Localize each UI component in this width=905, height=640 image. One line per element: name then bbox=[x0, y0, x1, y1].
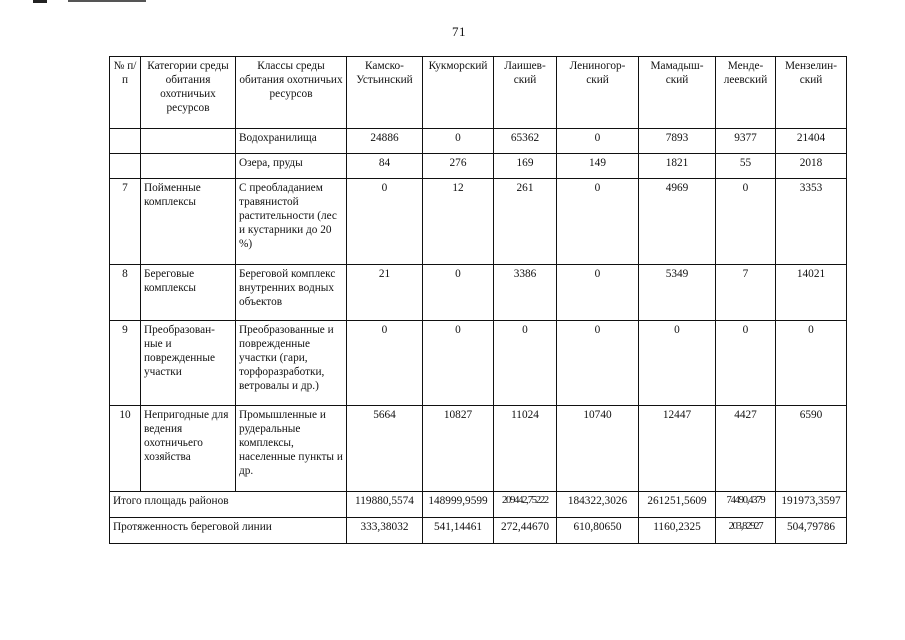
total-area-row bbox=[110, 492, 847, 518]
header-district: Лаишев-ский bbox=[494, 57, 557, 129]
table-row bbox=[110, 406, 847, 492]
cell-value: 21 bbox=[347, 265, 423, 321]
row-category: Непригодные для ведения охотничьего хозяйства bbox=[141, 406, 236, 492]
header-class: Классы среды обитания охотничьих ресурсов bbox=[236, 57, 347, 129]
cell-value: 4427 bbox=[716, 406, 776, 492]
table-row bbox=[110, 265, 847, 321]
header-district: Мамадыш-ский bbox=[639, 57, 716, 129]
cell-value: 0 bbox=[423, 321, 494, 406]
total-value: 119880,5574 bbox=[347, 492, 423, 518]
cell-value: 24886 bbox=[347, 129, 423, 154]
row-num: 8 bbox=[110, 265, 141, 321]
header-district: Кукморский bbox=[423, 57, 494, 129]
row-class: Береговой комплекс внутренних водных объектов bbox=[236, 265, 347, 321]
cell-value: 9377 bbox=[716, 129, 776, 154]
cell-value: 0 bbox=[557, 179, 639, 265]
cell-value: 0 bbox=[423, 265, 494, 321]
table-row bbox=[110, 129, 847, 154]
cell-value: 0 bbox=[716, 179, 776, 265]
shoreline-value: 610,80650 bbox=[557, 518, 639, 544]
row-num: 7 bbox=[110, 179, 141, 265]
cell-value: 12447 bbox=[639, 406, 716, 492]
row-class: С преобладанием травянистой растительности (лес и кустарники до 20 %) bbox=[236, 179, 347, 265]
cell-value: 7 bbox=[716, 265, 776, 321]
cell-value: 1821 bbox=[639, 154, 716, 179]
header-district: Менде-леевский bbox=[716, 57, 776, 129]
cell-value: 0 bbox=[557, 321, 639, 406]
cell-value: 14021 bbox=[776, 265, 847, 321]
row-category bbox=[141, 154, 236, 179]
shoreline-value: 504,79786 bbox=[776, 518, 847, 544]
cell-value: 55 bbox=[716, 154, 776, 179]
total-value: 261251,5609 bbox=[639, 492, 716, 518]
table-row bbox=[110, 154, 847, 179]
row-category: Преобразован-ные и поврежденные участки bbox=[141, 321, 236, 406]
row-num bbox=[110, 129, 141, 154]
row-category: Пойменные комплексы bbox=[141, 179, 236, 265]
row-class: Озера, пруды bbox=[236, 154, 347, 179]
cell-value: 4969 bbox=[639, 179, 716, 265]
cell-value: 0 bbox=[347, 179, 423, 265]
shoreline-value: 272,44670 bbox=[494, 518, 557, 544]
page-number: 71 bbox=[452, 24, 466, 39]
cell-value: 0 bbox=[776, 321, 847, 406]
hunting-habitat-table bbox=[109, 56, 847, 544]
header-row bbox=[110, 57, 847, 129]
total-area-label: Итого площадь районов bbox=[110, 492, 347, 518]
cell-value: 0 bbox=[557, 265, 639, 321]
cell-value: 84 bbox=[347, 154, 423, 179]
cell-value: 7893 bbox=[639, 129, 716, 154]
header-district: Камско-Устьинский bbox=[347, 57, 423, 129]
header-district: Мензелин-ский bbox=[776, 57, 847, 129]
cell-value: 0 bbox=[716, 321, 776, 406]
shoreline-value: 1160,2325 bbox=[639, 518, 716, 544]
row-category bbox=[141, 129, 236, 154]
header-district: Лениногор-ский bbox=[557, 57, 639, 129]
cell-value: 10827 bbox=[423, 406, 494, 492]
cell-value: 0 bbox=[423, 129, 494, 154]
total-value: 74490,4379 bbox=[716, 492, 776, 518]
cell-value: 65362 bbox=[494, 129, 557, 154]
table-row bbox=[110, 321, 847, 406]
shoreline-row bbox=[110, 518, 847, 544]
shoreline-label: Протяженность береговой линии bbox=[110, 518, 347, 544]
cell-value: 3386 bbox=[494, 265, 557, 321]
scan-artifact-mark bbox=[33, 0, 47, 3]
cell-value: 5664 bbox=[347, 406, 423, 492]
cell-value: 3353 bbox=[776, 179, 847, 265]
cell-value: 2018 bbox=[776, 154, 847, 179]
cell-value: 0 bbox=[494, 321, 557, 406]
cell-value: 11024 bbox=[494, 406, 557, 492]
header-category: Категории среды обитания охотничьих ресурсов bbox=[141, 57, 236, 129]
cell-value: 0 bbox=[639, 321, 716, 406]
cell-value: 261 bbox=[494, 179, 557, 265]
total-value: 148999,9599 bbox=[423, 492, 494, 518]
cell-value: 10740 bbox=[557, 406, 639, 492]
shoreline-value: 333,38032 bbox=[347, 518, 423, 544]
row-num: 9 bbox=[110, 321, 141, 406]
cell-value: 21404 bbox=[776, 129, 847, 154]
total-value: 209442,75222 bbox=[494, 492, 557, 518]
cell-value: 0 bbox=[557, 129, 639, 154]
row-class: Промышленные и рудеральные комплексы, населенные пункты и др. bbox=[236, 406, 347, 492]
scan-artifact-line bbox=[68, 0, 146, 2]
cell-value: 0 bbox=[347, 321, 423, 406]
shoreline-value: 203,82927 bbox=[716, 518, 776, 544]
row-num: 10 bbox=[110, 406, 141, 492]
header-num: № п/п bbox=[110, 57, 141, 129]
row-class: Водохранилища bbox=[236, 129, 347, 154]
row-category: Береговые комплексы bbox=[141, 265, 236, 321]
cell-value: 5349 bbox=[639, 265, 716, 321]
cell-value: 169 bbox=[494, 154, 557, 179]
cell-value: 12 bbox=[423, 179, 494, 265]
row-class: Преобразованные и поврежденные участки (гари, торфоразработки, ветровалы и др.) bbox=[236, 321, 347, 406]
total-value: 184322,3026 bbox=[557, 492, 639, 518]
cell-value: 149 bbox=[557, 154, 639, 179]
cell-value: 276 bbox=[423, 154, 494, 179]
row-num bbox=[110, 154, 141, 179]
shoreline-value: 541,14461 bbox=[423, 518, 494, 544]
total-value: 191973,3597 bbox=[776, 492, 847, 518]
table-row bbox=[110, 179, 847, 265]
cell-value: 6590 bbox=[776, 406, 847, 492]
